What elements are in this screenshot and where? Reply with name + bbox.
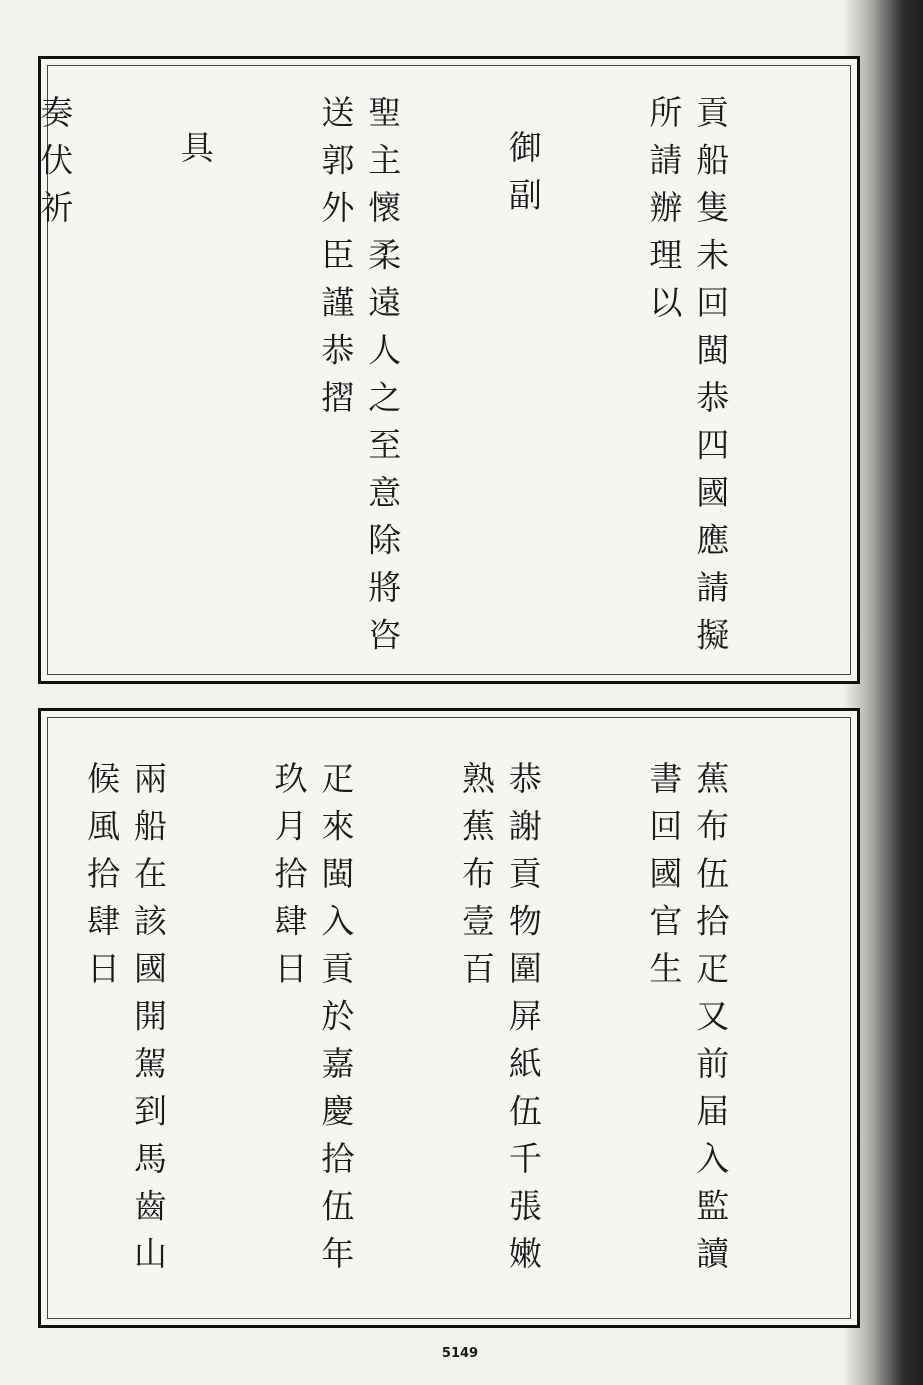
text-column: 疋 來 閩 入 貢 於 嘉 慶 拾 伍 年 玖 月 拾 肆 日	[269, 761, 356, 1284]
text-column: 奏 伏 祈	[35, 95, 75, 225]
text-column: 具	[175, 95, 215, 165]
bottom-panel-text	[71, 761, 827, 1301]
text-column: 御 副	[503, 95, 543, 213]
text-column: 聖 主 懷 柔 遠 人 之 至 意 除 將 咨 送 郭 外 臣 謹 恭 摺	[316, 95, 403, 665]
page-number: 5149	[441, 1346, 479, 1361]
text-column: 貢 船 隻 未 回 閩 恭 四 國 應 請 擬 所 請 辦 理 以	[644, 95, 731, 665]
bottom-document-panel	[38, 708, 860, 1328]
top-panel-text	[35, 95, 827, 665]
text-column: 兩 船 在 該 國 開 駕 到 馬 齒 山 候 風 拾 肆 日	[82, 761, 168, 1284]
text-column: 恭 謝 貢 物 圍 屏 紙 伍 千 張 嫩 熟 蕉 布 壹 百	[456, 761, 543, 1284]
text-column: 蕉 布 伍 拾 疋 又 前 届 入 監 讀 書 回 國 官 生	[644, 761, 731, 1284]
top-document-panel	[35, 56, 860, 684]
